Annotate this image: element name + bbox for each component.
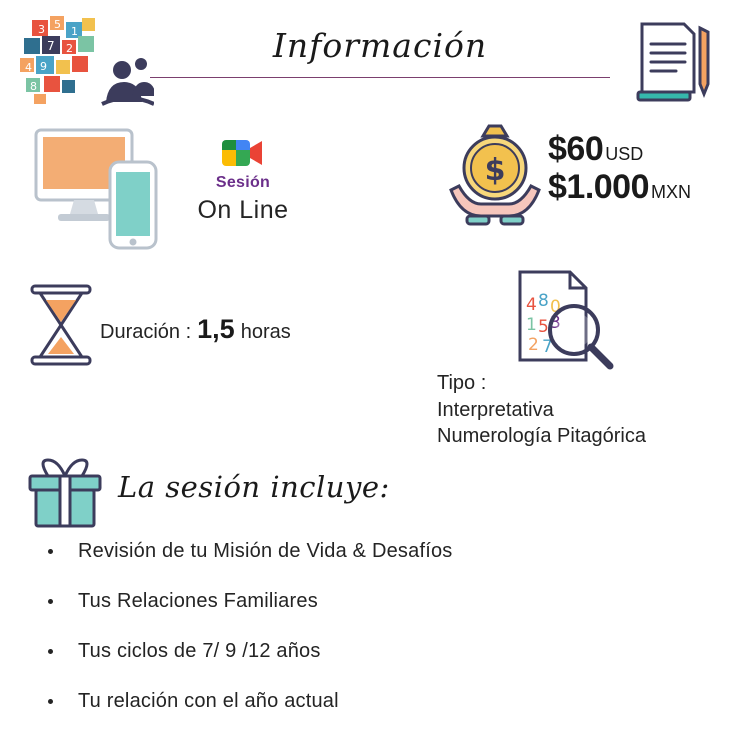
svg-text:$: $ <box>484 153 506 188</box>
type-line: Interpretativa <box>437 399 554 421</box>
svg-text:1: 1 <box>71 25 78 38</box>
svg-text:5: 5 <box>538 317 549 337</box>
svg-text:8: 8 <box>30 80 37 93</box>
svg-text:1: 1 <box>526 315 537 335</box>
type-line: Numerología Pitagórica <box>437 425 646 447</box>
list-item-label: Tus Relaciones Familiares <box>78 590 318 612</box>
hands-holding-coin-icon <box>445 120 545 230</box>
svg-text:4: 4 <box>526 295 537 315</box>
duration-text <box>100 314 291 345</box>
hourglass-icon <box>24 282 98 368</box>
header-divider <box>150 77 610 78</box>
bullet-dot <box>48 699 53 704</box>
session-mode-block <box>168 136 318 225</box>
svg-text:0: 0 <box>550 297 561 317</box>
desktop-phone-icon <box>30 122 170 252</box>
price-currency: USD <box>605 144 644 164</box>
duration-value: 1,5 <box>197 314 235 344</box>
svg-text:5: 5 <box>54 18 61 31</box>
list-item-label: Tu relación con el año actual <box>78 690 339 712</box>
price-block <box>548 130 691 206</box>
price-amount: $1.000 <box>548 168 649 207</box>
bullet-dot <box>48 599 53 604</box>
svg-text:9: 9 <box>40 60 47 73</box>
svg-text:7: 7 <box>542 337 553 357</box>
price-currency: MXN <box>651 182 691 203</box>
type-label: Tipo : <box>437 372 487 394</box>
svg-text:8: 8 <box>538 291 549 311</box>
price-amount: $60 <box>548 130 604 168</box>
type-text <box>437 372 737 451</box>
bullet-dot <box>48 649 53 654</box>
list-item <box>40 590 720 613</box>
gift-box-icon <box>24 456 106 530</box>
duration-unit: horas <box>240 321 291 343</box>
svg-text:2: 2 <box>528 335 539 355</box>
bullet-dot <box>48 549 53 554</box>
google-meet-icon <box>220 136 266 170</box>
numerology-logo <box>14 14 154 106</box>
svg-text:4: 4 <box>25 61 32 74</box>
svg-text:3: 3 <box>550 313 561 333</box>
header-title-wrap <box>150 26 610 78</box>
page-title: Información <box>272 26 488 65</box>
session-price-row <box>0 118 756 268</box>
document-pen-icon <box>628 18 714 104</box>
document-magnifier-numbers-icon <box>502 268 628 378</box>
list-item-label: Revisión de tu Misión de Vida & Desafíos <box>78 540 453 562</box>
session-label: Sesión <box>215 174 271 191</box>
svg-text:7: 7 <box>47 39 55 53</box>
svg-text:2: 2 <box>66 42 73 55</box>
list-item <box>40 540 720 563</box>
list-item <box>40 690 720 713</box>
includes-title: La sesión incluye: <box>118 470 390 504</box>
duration-label: Duración : <box>100 321 192 343</box>
list-item-label: Tus ciclos de 7/ 9 /12 años <box>78 640 321 662</box>
session-value: On Line <box>197 196 289 224</box>
price-line <box>548 130 691 168</box>
includes-list <box>40 540 720 740</box>
header <box>0 0 756 118</box>
list-item <box>40 640 720 663</box>
svg-text:3: 3 <box>38 23 45 36</box>
price-line <box>548 168 691 206</box>
duration-type-row <box>0 268 756 448</box>
